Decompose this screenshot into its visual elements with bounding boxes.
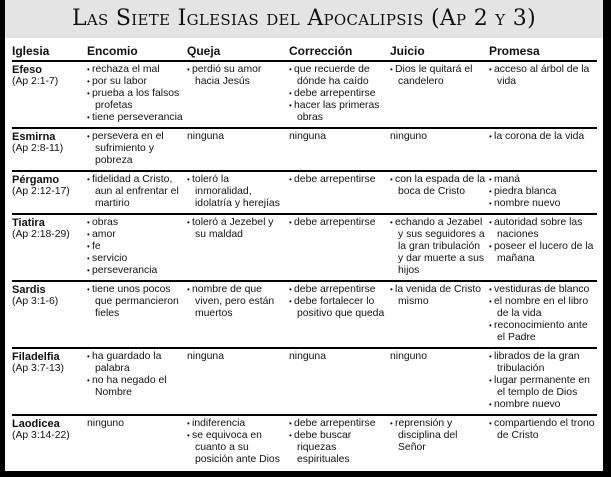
church-cell [12,281,87,348]
list-item: • obras [87,217,185,229]
promesa-list [489,351,595,411]
juicio-list [390,64,487,88]
list-item: • por su labor [87,76,185,88]
church-cell [12,61,87,128]
queja-list [187,174,287,210]
list-item: • debe buscar riquezas espirituales [289,430,388,466]
list-item: • acceso al árbol de la vida [489,64,595,88]
list-item: • amor [87,229,185,241]
table-row [12,214,597,281]
encomio-list [87,174,185,210]
church-cell [12,348,87,415]
list-item: • autoridad sobre las naciones [489,217,595,241]
title-bar [5,0,603,38]
juicio-cell [390,281,489,348]
table-row [12,415,597,469]
list-item: • Dios le quitará el candelero [390,64,487,88]
queja-cell [187,171,289,214]
promesa-cell [489,214,597,281]
list-item: • ha guardado la palabra [87,351,185,375]
col-header-queja: Queja [187,44,289,61]
promesa-cell [489,281,597,348]
church-name: Esmirna [12,131,56,143]
list-item: • librados de la gran tribulación [489,351,595,375]
promesa-list [489,418,595,442]
list-item: • reprensión y disciplina del Señor [390,418,487,454]
encomio-value: ninguno [87,418,124,429]
list-item: • no ha negado el Nombre [87,375,185,399]
list-item: • nombre nuevo [489,198,595,210]
list-item: • que recuerde de dónde ha caído [289,64,388,88]
church-reference: (Ap 2:12-17) [12,186,70,197]
promesa-cell [489,61,597,128]
encomio-list [87,284,185,320]
church-reference: (Ap 3:7-13) [12,363,64,374]
juicio-value: ninguno [390,351,427,362]
list-item: • hacer las primeras obras [289,100,388,124]
correccion-cell [289,171,390,214]
correccion-list [289,217,388,229]
queja-list [187,284,287,320]
juicio-cell [390,128,489,171]
list-item: • perdió su amor hacia Jesús [187,64,287,88]
correccion-value: ninguna [289,131,326,142]
promesa-cell [489,348,597,415]
promesa-list [489,217,595,265]
juicio-cell [390,214,489,281]
correccion-list [289,64,388,124]
list-item: • debe arrepentirse [289,88,388,100]
churches-table [12,44,597,469]
church-cell [12,214,87,281]
church-name: Filadelfia [12,351,60,363]
correccion-cell [289,61,390,128]
juicio-list [390,217,487,277]
encomio-cell [87,61,187,128]
correccion-cell [289,348,390,415]
list-item: • la venida de Cristo mismo [390,284,487,308]
promesa-list [489,64,595,88]
list-item: • fe [87,241,185,253]
table-row [12,281,597,348]
queja-cell [187,61,289,128]
col-header-promesa: Promesa [489,44,597,61]
queja-list [187,418,287,466]
queja-value: ninguna [187,131,224,142]
promesa-cell [489,128,597,171]
list-item: • prueba a los falsos profetas [87,88,185,112]
promesa-list [489,284,595,344]
encomio-list [87,217,185,277]
table-row [12,128,597,171]
list-item: • echando a Jezabel y sus seguidores a la gran tribulación y dar muerte a sus hijos [390,217,487,277]
list-item: • rechaza el mal [87,64,185,76]
list-item: • toleró la inmoralidad, idolatría y herejías [187,174,287,210]
correccion-list [289,174,388,186]
col-header-iglesia: Iglesia [12,44,87,61]
list-item: • nombre nuevo [489,399,595,411]
list-item: • el nombre en el libro de la vida [489,296,595,320]
correccion-list [289,418,388,466]
queja-cell [187,128,289,171]
table-row [12,348,597,415]
list-item: • perseverancia [87,265,185,277]
list-item: • reconocimiento ante el Padre [489,320,595,344]
chart-frame [5,0,603,471]
juicio-list [390,418,487,454]
list-item: • piedra blanca [489,186,595,198]
list-item: • poseer el lucero de la mañana [489,241,595,265]
church-name: Sardis [12,284,46,296]
church-name: Tiatira [12,217,45,229]
juicio-cell [390,348,489,415]
list-item: • nombre de que viven, pero están muertos [187,284,287,320]
promesa-list [489,174,595,210]
church-name: Pérgamo [12,174,60,186]
list-item: • debe arrepentirse [289,174,388,186]
queja-list [187,217,287,241]
correccion-value: ninguna [289,351,326,362]
list-item: • servicio [87,253,185,265]
encomio-cell [87,128,187,171]
encomio-cell [87,281,187,348]
correccion-cell [289,214,390,281]
queja-cell [187,348,289,415]
church-reference: (Ap 2:1-7) [12,76,59,87]
col-header-juicio: Juicio [390,44,489,61]
church-cell [12,415,87,469]
promesa-list [489,131,595,143]
church-reference: (Ap 2:8-11) [12,143,64,154]
correccion-cell [289,281,390,348]
church-cell [12,128,87,171]
list-item: • fidelidad a Cristo, aun al enfrentar el martirio [87,174,185,210]
juicio-cell [390,171,489,214]
list-item: • compartiendo el trono de Cristo [489,418,595,442]
header-row [12,44,597,61]
church-reference: (Ap 2:18-29) [12,229,70,240]
list-item: • debe fortalecer lo positivo que queda [289,296,388,320]
col-header-correccion: Corrección [289,44,390,61]
list-item: • debe arrepentirse [289,418,388,430]
encomio-cell [87,415,187,469]
list-item: • lugar permanente en el templo de Dios [489,375,595,399]
juicio-value: ninguno [390,131,427,142]
list-item: • persevera en el sufrimiento y pobreza [87,131,185,167]
table-row [12,171,597,214]
list-item: • toleró a Jezebel y su maldad [187,217,287,241]
juicio-cell [390,61,489,128]
church-cell [12,171,87,214]
list-item: • debe arrepentirse [289,217,388,229]
encomio-list [87,131,185,167]
juicio-cell [390,415,489,469]
list-item: • la corona de la vida [489,131,595,143]
list-item: • tiene perseverancia [87,112,185,124]
list-item: • debe arrepentirse [289,284,388,296]
queja-cell [187,214,289,281]
promesa-cell [489,171,597,214]
church-name: Laodicea [12,418,60,430]
list-item: • maná [489,174,595,186]
correccion-list [289,284,388,320]
table-row [12,61,597,128]
church-reference: (Ap 3:1-6) [12,296,59,307]
list-item: • vestiduras de blanco [489,284,595,296]
queja-value: ninguna [187,351,224,362]
correccion-cell [289,415,390,469]
encomio-cell [87,348,187,415]
col-header-encomio: Encomio [87,44,187,61]
encomio-list [87,64,185,124]
juicio-list [390,284,487,308]
encomio-cell [87,171,187,214]
list-item: • tiene unos pocos que permancieron fieles [87,284,185,320]
list-item: • indiferencia [187,418,287,430]
list-item: • con la espada de la boca de Cristo [390,174,487,198]
church-reference: (Ap 3:14-22) [12,430,70,441]
correccion-cell [289,128,390,171]
juicio-list [390,174,487,198]
queja-cell [187,415,289,469]
queja-list [187,64,287,88]
church-name: Efeso [12,64,42,76]
encomio-cell [87,214,187,281]
page-title: Las Siete Iglesias del Apocalipsis (Ap 2 y 3) [72,6,536,31]
queja-cell [187,281,289,348]
encomio-list [87,351,185,399]
promesa-cell [489,415,597,469]
list-item: • se equivoca en cuanto a su posición ante Dios [187,430,287,466]
